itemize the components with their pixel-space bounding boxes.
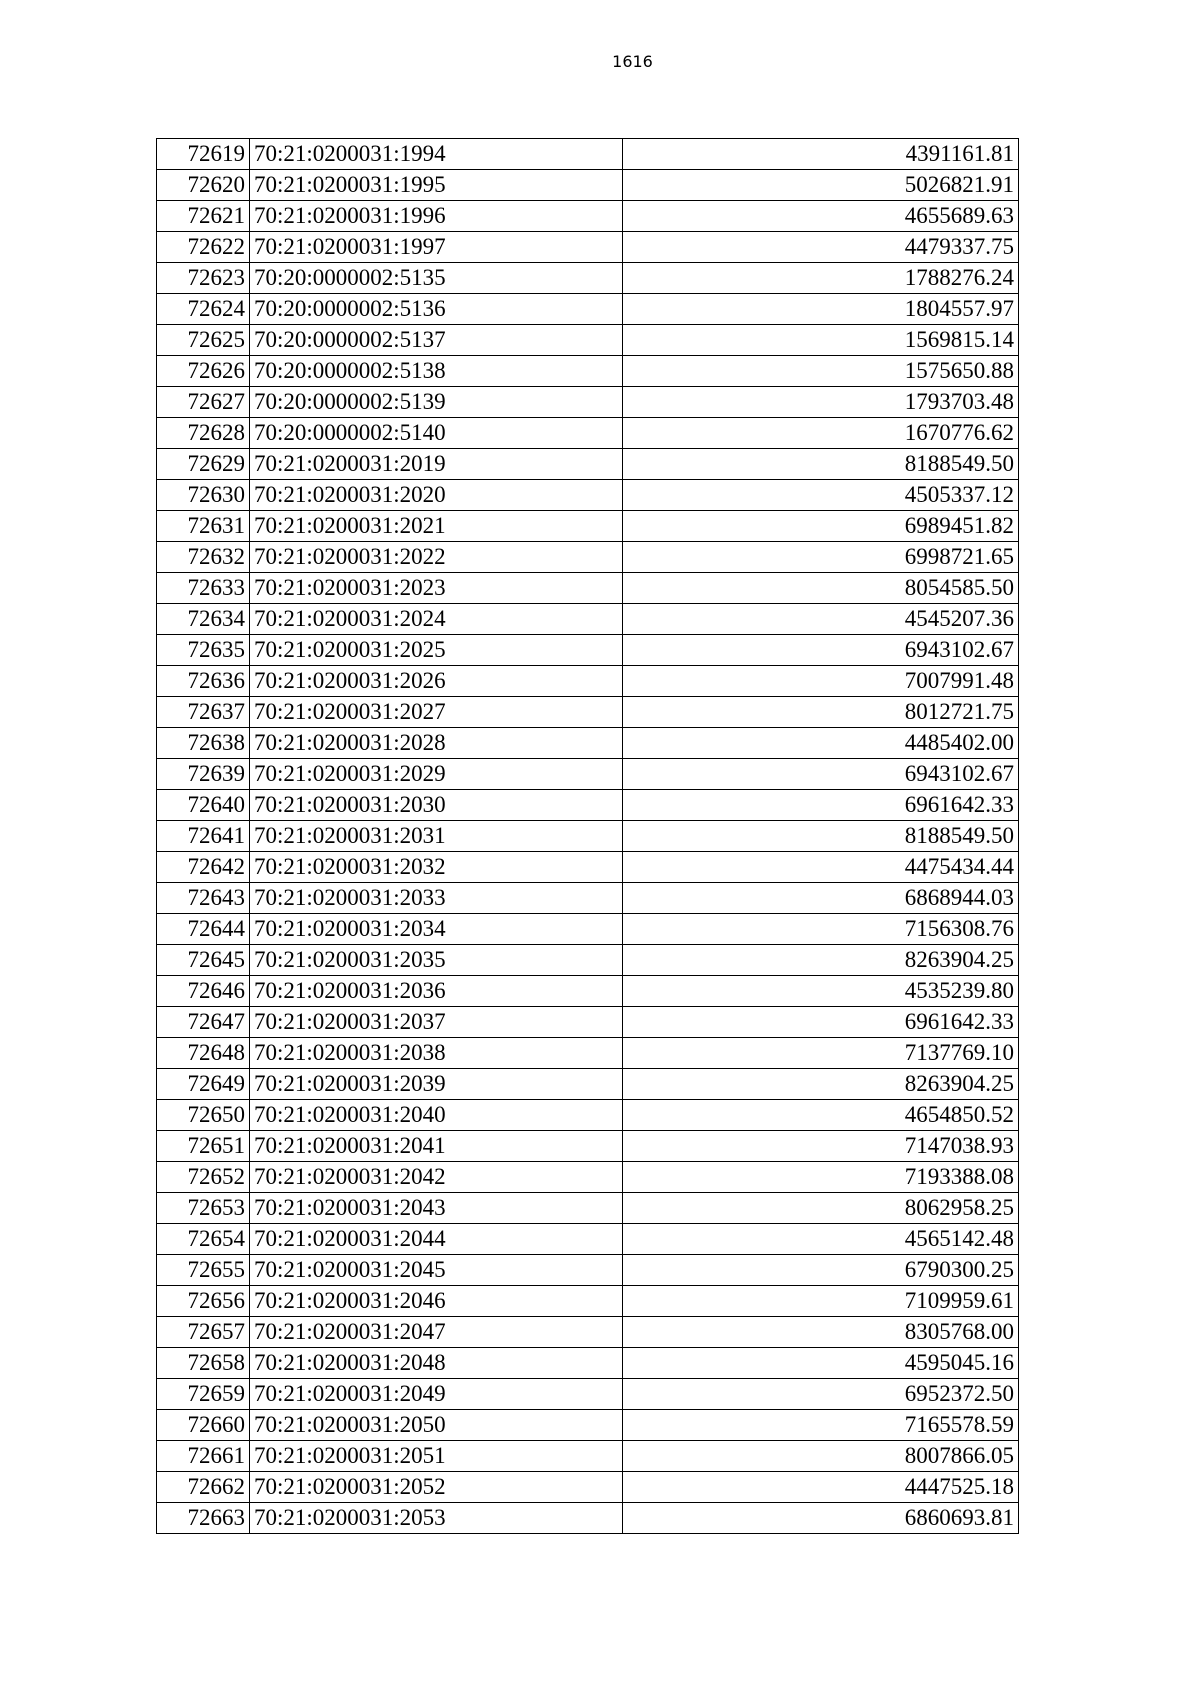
row-number-cell: 72620: [157, 170, 250, 201]
cadastral-value-cell: 8188549.50: [623, 449, 1019, 480]
table-row: [157, 852, 1019, 883]
table-row: [157, 945, 1019, 976]
table-row: [157, 1503, 1019, 1534]
table-row: [157, 263, 1019, 294]
cadastral-number-cell: 70:21:0200031:2038: [250, 1038, 623, 1069]
row-number-cell: 72653: [157, 1193, 250, 1224]
cadastral-value-cell: 6868944.03: [623, 883, 1019, 914]
table-row: [157, 821, 1019, 852]
cadastral-number-cell: 70:21:0200031:2032: [250, 852, 623, 883]
row-number-cell: 72633: [157, 573, 250, 604]
cadastral-number-cell: 70:20:0000002:5135: [250, 263, 623, 294]
table-row: [157, 294, 1019, 325]
row-number-cell: 72649: [157, 1069, 250, 1100]
row-number-cell: 72619: [157, 139, 250, 170]
cadastral-number-cell: 70:21:0200031:2052: [250, 1472, 623, 1503]
row-number-cell: 72624: [157, 294, 250, 325]
cadastral-number-cell: 70:21:0200031:1995: [250, 170, 623, 201]
row-number-cell: 72627: [157, 387, 250, 418]
cadastral-number-cell: 70:21:0200031:2029: [250, 759, 623, 790]
cadastral-number-cell: 70:21:0200031:2051: [250, 1441, 623, 1472]
cadastral-number-cell: 70:21:0200031:2036: [250, 976, 623, 1007]
cadastral-number-cell: 70:21:0200031:2024: [250, 604, 623, 635]
cadastral-number-cell: 70:21:0200031:2035: [250, 945, 623, 976]
cadastral-value-cell: 1575650.88: [623, 356, 1019, 387]
cadastral-value-cell: 6952372.50: [623, 1379, 1019, 1410]
row-number-cell: 72636: [157, 666, 250, 697]
table-row: [157, 976, 1019, 1007]
cadastral-number-cell: 70:21:0200031:2025: [250, 635, 623, 666]
cadastral-value-cell: 1569815.14: [623, 325, 1019, 356]
cadastral-value-cell: 8062958.25: [623, 1193, 1019, 1224]
cadastral-value-cell: 7007991.48: [623, 666, 1019, 697]
cadastral-value-cell: 4391161.81: [623, 139, 1019, 170]
row-number-cell: 72629: [157, 449, 250, 480]
cadastral-number-cell: 70:21:0200031:2049: [250, 1379, 623, 1410]
table-row: [157, 542, 1019, 573]
row-number-cell: 72628: [157, 418, 250, 449]
row-number-cell: 72660: [157, 1410, 250, 1441]
table-row: [157, 511, 1019, 542]
cadastral-number-cell: 70:21:0200031:2050: [250, 1410, 623, 1441]
cadastral-value-cell: 4535239.80: [623, 976, 1019, 1007]
table-row: [157, 697, 1019, 728]
cadastral-value-cell: 8188549.50: [623, 821, 1019, 852]
row-number-cell: 72663: [157, 1503, 250, 1534]
table-row: [157, 139, 1019, 170]
cadastral-number-cell: 70:21:0200031:2053: [250, 1503, 623, 1534]
table-row: [157, 914, 1019, 945]
cadastral-value-cell: 8012721.75: [623, 697, 1019, 728]
cadastral-number-cell: 70:21:0200031:2044: [250, 1224, 623, 1255]
table-row: [157, 1007, 1019, 1038]
table-row: [157, 1193, 1019, 1224]
row-number-cell: 72648: [157, 1038, 250, 1069]
row-number-cell: 72654: [157, 1224, 250, 1255]
row-number-cell: 72625: [157, 325, 250, 356]
cadastral-number-cell: 70:21:0200031:2033: [250, 883, 623, 914]
cadastral-value-cell: 8263904.25: [623, 945, 1019, 976]
cadastral-number-cell: 70:20:0000002:5139: [250, 387, 623, 418]
cadastral-number-cell: 70:21:0200031:2028: [250, 728, 623, 759]
row-number-cell: 72630: [157, 480, 250, 511]
table-row: [157, 232, 1019, 263]
table-row: [157, 635, 1019, 666]
row-number-cell: 72632: [157, 542, 250, 573]
table-row: [157, 170, 1019, 201]
cadastral-value-cell: 1670776.62: [623, 418, 1019, 449]
cadastral-value-cell: 1793703.48: [623, 387, 1019, 418]
cadastral-value-cell: 5026821.91: [623, 170, 1019, 201]
row-number-cell: 72662: [157, 1472, 250, 1503]
table-row: [157, 1100, 1019, 1131]
table-row: [157, 728, 1019, 759]
row-number-cell: 72644: [157, 914, 250, 945]
cadastral-value-cell: 7109959.61: [623, 1286, 1019, 1317]
cadastral-number-cell: 70:21:0200031:2040: [250, 1100, 623, 1131]
cadastral-number-cell: 70:21:0200031:1996: [250, 201, 623, 232]
cadastral-value-cell: 1804557.97: [623, 294, 1019, 325]
row-number-cell: 72645: [157, 945, 250, 976]
table-row: [157, 790, 1019, 821]
row-number-cell: 72639: [157, 759, 250, 790]
table-row: [157, 759, 1019, 790]
table-row: [157, 1317, 1019, 1348]
cadastral-value-cell: 4479337.75: [623, 232, 1019, 263]
row-number-cell: 72655: [157, 1255, 250, 1286]
cadastral-value-cell: 4447525.18: [623, 1472, 1019, 1503]
row-number-cell: 72626: [157, 356, 250, 387]
cadastral-number-cell: 70:21:0200031:2027: [250, 697, 623, 728]
table-row: [157, 1038, 1019, 1069]
cadastral-value-cell: 4655689.63: [623, 201, 1019, 232]
row-number-cell: 72657: [157, 1317, 250, 1348]
cadastral-number-cell: 70:21:0200031:2045: [250, 1255, 623, 1286]
cadastral-number-cell: 70:21:0200031:1994: [250, 139, 623, 170]
row-number-cell: 72642: [157, 852, 250, 883]
row-number-cell: 72623: [157, 263, 250, 294]
table-row: [157, 1410, 1019, 1441]
cadastral-value-cell: 4595045.16: [623, 1348, 1019, 1379]
cadastral-value-cell: 6790300.25: [623, 1255, 1019, 1286]
cadastral-number-cell: 70:21:0200031:2031: [250, 821, 623, 852]
row-number-cell: 72637: [157, 697, 250, 728]
cadastral-number-cell: 70:21:0200031:2034: [250, 914, 623, 945]
row-number-cell: 72658: [157, 1348, 250, 1379]
cadastral-value-cell: 7156308.76: [623, 914, 1019, 945]
cadastral-number-cell: 70:21:0200031:2048: [250, 1348, 623, 1379]
table-row: [157, 573, 1019, 604]
row-number-cell: 72631: [157, 511, 250, 542]
cadastral-number-cell: 70:21:0200031:2030: [250, 790, 623, 821]
table-row: [157, 1348, 1019, 1379]
cadastral-number-cell: 70:21:0200031:2021: [250, 511, 623, 542]
table-row: [157, 1131, 1019, 1162]
table-row: [157, 325, 1019, 356]
cadastral-value-cell: 8263904.25: [623, 1069, 1019, 1100]
row-number-cell: 72652: [157, 1162, 250, 1193]
row-number-cell: 72635: [157, 635, 250, 666]
row-number-cell: 72651: [157, 1131, 250, 1162]
row-number-cell: 72646: [157, 976, 250, 1007]
cadastral-number-cell: 70:21:0200031:2022: [250, 542, 623, 573]
cadastral-value-cell: 8007866.05: [623, 1441, 1019, 1472]
cadastral-value-cell: 4565142.48: [623, 1224, 1019, 1255]
table-row: [157, 1224, 1019, 1255]
row-number-cell: 72656: [157, 1286, 250, 1317]
cadastral-number-cell: 70:21:0200031:2041: [250, 1131, 623, 1162]
row-number-cell: 72621: [157, 201, 250, 232]
table-row: [157, 1472, 1019, 1503]
row-number-cell: 72647: [157, 1007, 250, 1038]
row-number-cell: 72641: [157, 821, 250, 852]
page-number: 1616: [612, 52, 653, 71]
cadastral-value-cell: 7193388.08: [623, 1162, 1019, 1193]
cadastral-value-table: [156, 138, 1019, 1534]
cadastral-number-cell: 70:21:0200031:2023: [250, 573, 623, 604]
table-row: [157, 418, 1019, 449]
table-row: [157, 449, 1019, 480]
cadastral-number-cell: 70:21:0200031:2020: [250, 480, 623, 511]
cadastral-value-cell: 4505337.12: [623, 480, 1019, 511]
cadastral-number-cell: 70:21:0200031:2047: [250, 1317, 623, 1348]
table-row: [157, 201, 1019, 232]
table-row: [157, 604, 1019, 635]
cadastral-value-cell: 6989451.82: [623, 511, 1019, 542]
cadastral-number-cell: 70:21:0200031:2019: [250, 449, 623, 480]
cadastral-number-cell: 70:21:0200031:2046: [250, 1286, 623, 1317]
cadastral-number-cell: 70:21:0200031:2039: [250, 1069, 623, 1100]
table-row: [157, 1379, 1019, 1410]
cadastral-value-cell: 6998721.65: [623, 542, 1019, 573]
cadastral-number-cell: 70:21:0200031:2026: [250, 666, 623, 697]
table-row: [157, 1162, 1019, 1193]
cadastral-value-cell: 4654850.52: [623, 1100, 1019, 1131]
cadastral-number-cell: 70:20:0000002:5138: [250, 356, 623, 387]
cadastral-number-cell: 70:20:0000002:5137: [250, 325, 623, 356]
cadastral-value-cell: 6860693.81: [623, 1503, 1019, 1534]
table-row: [157, 387, 1019, 418]
row-number-cell: 72638: [157, 728, 250, 759]
cadastral-value-cell: 1788276.24: [623, 263, 1019, 294]
cadastral-value-cell: 6943102.67: [623, 635, 1019, 666]
row-number-cell: 72634: [157, 604, 250, 635]
table-row: [157, 1255, 1019, 1286]
table-row: [157, 1441, 1019, 1472]
cadastral-value-cell: 7137769.10: [623, 1038, 1019, 1069]
cadastral-number-cell: 70:21:0200031:2042: [250, 1162, 623, 1193]
cadastral-value-cell: 4485402.00: [623, 728, 1019, 759]
cadastral-number-cell: 70:21:0200031:2043: [250, 1193, 623, 1224]
table-row: [157, 1069, 1019, 1100]
table-row: [157, 666, 1019, 697]
cadastral-number-cell: 70:20:0000002:5140: [250, 418, 623, 449]
cadastral-value-cell: 4475434.44: [623, 852, 1019, 883]
cadastral-value-cell: 7165578.59: [623, 1410, 1019, 1441]
table-row: [157, 883, 1019, 914]
table-row: [157, 1286, 1019, 1317]
cadastral-value-cell: 6961642.33: [623, 790, 1019, 821]
row-number-cell: 72659: [157, 1379, 250, 1410]
cadastral-number-cell: 70:21:0200031:1997: [250, 232, 623, 263]
cadastral-value-cell: 7147038.93: [623, 1131, 1019, 1162]
row-number-cell: 72661: [157, 1441, 250, 1472]
cadastral-value-cell: 6943102.67: [623, 759, 1019, 790]
table-row: [157, 356, 1019, 387]
row-number-cell: 72643: [157, 883, 250, 914]
table-row: [157, 480, 1019, 511]
cadastral-number-cell: 70:20:0000002:5136: [250, 294, 623, 325]
cadastral-value-cell: 4545207.36: [623, 604, 1019, 635]
table-body: [157, 139, 1019, 1534]
row-number-cell: 72622: [157, 232, 250, 263]
cadastral-number-cell: 70:21:0200031:2037: [250, 1007, 623, 1038]
row-number-cell: 72650: [157, 1100, 250, 1131]
cadastral-value-cell: 6961642.33: [623, 1007, 1019, 1038]
row-number-cell: 72640: [157, 790, 250, 821]
cadastral-value-cell: 8305768.00: [623, 1317, 1019, 1348]
cadastral-value-cell: 8054585.50: [623, 573, 1019, 604]
